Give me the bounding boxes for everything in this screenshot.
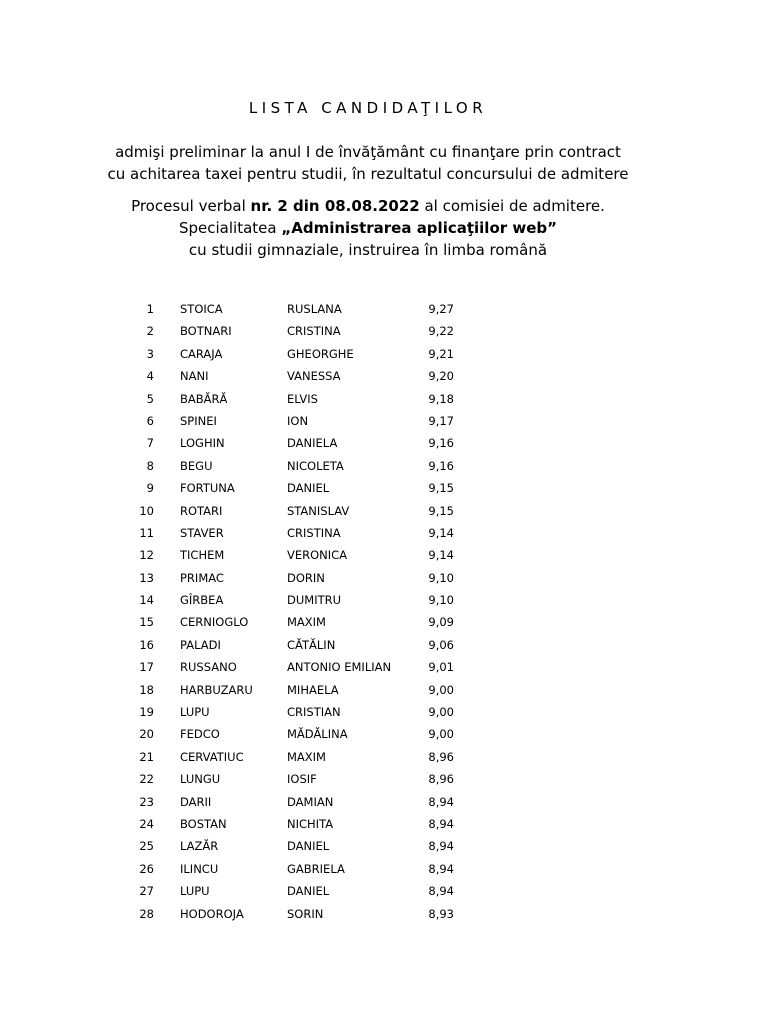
candidate-grade: 9,18 (428, 391, 454, 406)
candidate-row (0, 432, 768, 454)
candidate-row (0, 679, 768, 701)
candidate-first-name: MĂDĂLINA (287, 727, 348, 742)
candidate-grade: 8,94 (428, 884, 454, 899)
candidate-row (0, 567, 768, 589)
candidate-row (0, 791, 768, 813)
candidate-row (0, 365, 768, 387)
candidate-number: 6 (146, 413, 154, 428)
candidate-row (0, 388, 768, 410)
candidate-row (0, 634, 768, 656)
candidate-row (0, 410, 768, 432)
candidate-last-name: GÎRBEA (180, 593, 224, 608)
candidate-last-name: TICHEM (180, 548, 225, 563)
candidate-row (0, 858, 768, 880)
candidate-number: 14 (139, 593, 154, 608)
candidate-first-name: DAMIAN (287, 794, 334, 809)
candidate-number: 21 (139, 749, 154, 764)
candidate-last-name: STAVER (180, 525, 224, 540)
candidate-first-name: CĂTĂLIN (287, 637, 336, 652)
candidate-number: 20 (139, 727, 154, 742)
candidate-grade: 8,94 (428, 794, 454, 809)
candidate-row (0, 522, 768, 544)
candidate-list (0, 298, 768, 925)
admission-details (0, 195, 736, 261)
candidate-number: 1 (146, 302, 154, 316)
candidate-grade: 8,94 (428, 839, 454, 854)
candidate-number: 22 (139, 772, 154, 787)
candidate-last-name: PALADI (180, 637, 221, 652)
candidate-last-name: LUPU (180, 884, 210, 899)
candidate-number: 7 (146, 436, 154, 451)
candidate-first-name: MAXIM (287, 749, 326, 764)
candidate-number: 12 (139, 548, 154, 563)
candidate-grade: 9,00 (428, 682, 454, 697)
candidate-last-name: NANI (180, 369, 209, 384)
candidate-first-name: GHEORGHE (287, 346, 354, 361)
candidate-number: 25 (139, 839, 154, 854)
candidate-grade: 8,94 (428, 861, 454, 876)
candidate-row (0, 880, 768, 902)
candidate-number: 2 (146, 324, 154, 339)
candidate-grade: 9,00 (428, 727, 454, 742)
candidate-row (0, 611, 768, 633)
candidate-first-name: MAXIM (287, 615, 326, 630)
candidate-number: 5 (146, 391, 154, 406)
candidate-first-name: RUSLANA (287, 302, 342, 316)
candidate-grade: 9,20 (428, 369, 454, 384)
candidate-number: 18 (139, 682, 154, 697)
candidate-row (0, 589, 768, 611)
candidate-number: 15 (139, 615, 154, 630)
candidate-number: 19 (139, 705, 154, 720)
candidate-row (0, 835, 768, 857)
candidate-last-name: SPINEI (180, 413, 217, 428)
candidate-grade: 9,14 (428, 548, 454, 563)
candidate-first-name: DUMITRU (287, 593, 342, 608)
studies-line: cu studii gimnaziale, instruirea în limba română (188, 241, 548, 259)
candidate-last-name: RUSSANO (180, 660, 237, 675)
candidate-last-name: LOGHIN (180, 436, 225, 451)
candidate-first-name: DANIELA (287, 436, 338, 451)
candidate-grade: 9,16 (428, 458, 454, 473)
candidate-last-name: ROTARI (180, 503, 223, 518)
candidate-last-name: CARAJA (180, 346, 223, 361)
candidate-first-name: ELVIS (287, 391, 318, 406)
candidate-first-name: SORIN (287, 906, 324, 921)
candidate-row (0, 298, 768, 320)
candidate-last-name: BOTNARI (180, 324, 232, 339)
candidate-first-name: MIHAELA (287, 682, 339, 697)
candidate-first-name: DANIEL (287, 884, 330, 899)
candidate-first-name: NICOLETA (287, 458, 344, 473)
candidate-grade: 9,09 (428, 615, 454, 630)
proces-verbal-number: nr. 2 din 08.08.2022 (250, 197, 420, 215)
candidate-first-name: GABRIELA (287, 861, 345, 876)
candidate-last-name: LUPU (180, 705, 210, 720)
candidate-row (0, 746, 768, 768)
candidate-grade: 9,10 (428, 570, 454, 585)
candidate-row (0, 320, 768, 342)
candidate-number: 4 (146, 369, 154, 384)
subtitle-line-1: admişi preliminar la anul I de învăţământ cu finanţare prin contract (115, 143, 621, 161)
candidate-first-name: IOSIF (287, 772, 317, 787)
candidate-grade: 9,01 (428, 660, 454, 675)
candidate-number: 9 (146, 481, 154, 496)
candidate-number: 27 (139, 884, 154, 899)
candidate-grade: 8,96 (428, 772, 454, 787)
candidate-row (0, 455, 768, 477)
candidate-last-name: HODOROJA (180, 906, 244, 921)
candidate-last-name: STOICA (180, 302, 223, 316)
candidate-first-name: VERONICA (287, 548, 348, 563)
candidate-grade: 9,15 (428, 503, 454, 518)
candidate-number: 24 (139, 816, 154, 831)
candidate-grade: 9,16 (428, 436, 454, 451)
specialty-line: Specialitatea „Administrarea aplicaţiilor web” (179, 219, 557, 237)
candidate-first-name: CRISTINA (287, 525, 341, 540)
candidate-last-name: LAZĂR (180, 839, 219, 854)
candidate-grade: 8,96 (428, 749, 454, 764)
candidate-grade: 8,94 (428, 816, 454, 831)
candidate-number: 16 (139, 637, 154, 652)
candidate-last-name: BOSTAN (180, 816, 227, 831)
candidate-row (0, 903, 768, 925)
candidate-first-name: NICHITA (287, 816, 334, 831)
candidate-last-name: ILINCU (180, 861, 219, 876)
candidate-first-name: CRISTINA (287, 324, 341, 339)
candidate-number: 8 (146, 458, 154, 473)
candidate-first-name: DANIEL (287, 839, 330, 854)
candidate-number: 23 (139, 794, 154, 809)
candidate-number: 26 (139, 861, 154, 876)
candidate-last-name: LUNGU (180, 772, 221, 787)
document-subtitle (0, 141, 736, 185)
candidate-row (0, 813, 768, 835)
candidate-number: 11 (139, 525, 154, 540)
candidate-last-name: CERNIOGLO (180, 615, 249, 630)
candidate-row (0, 477, 768, 499)
candidate-first-name: ION (287, 413, 309, 428)
candidate-first-name: DANIEL (287, 481, 330, 496)
candidate-grade: 9,14 (428, 525, 454, 540)
candidate-number: 10 (139, 503, 154, 518)
candidate-number: 3 (146, 346, 154, 361)
candidate-grade: 9,17 (428, 413, 454, 428)
candidate-last-name: PRIMAC (180, 570, 224, 585)
candidate-grade: 9,22 (428, 324, 454, 339)
candidate-row (0, 701, 768, 723)
candidate-row (0, 656, 768, 678)
candidate-grade: 9,15 (428, 481, 454, 496)
candidate-grade: 9,21 (428, 346, 454, 361)
candidate-grade: 9,06 (428, 637, 454, 652)
specialty-name: „Administrarea aplicaţiilor web” (281, 219, 557, 237)
candidate-row (0, 343, 768, 365)
candidate-row (0, 500, 768, 522)
document-title: LISTA CANDIDAŢILOR (248, 99, 488, 117)
candidate-number: 13 (139, 570, 154, 585)
candidate-grade: 8,93 (428, 906, 454, 921)
candidate-first-name: CRISTIAN (287, 705, 341, 720)
candidate-row (0, 544, 768, 566)
candidate-number: 17 (139, 660, 154, 675)
candidate-first-name: DORIN (287, 570, 325, 585)
candidate-last-name: FORTUNA (180, 481, 235, 496)
candidate-last-name: HARBUZARU (180, 682, 253, 697)
candidate-first-name: STANISLAV (287, 503, 350, 518)
candidate-last-name: BABĂRĂ (180, 391, 228, 406)
candidate-row (0, 768, 768, 790)
candidate-last-name: CERVATIUC (180, 749, 244, 764)
candidate-last-name: DARII (180, 794, 212, 809)
candidate-row (0, 723, 768, 745)
candidate-grade: 9,10 (428, 593, 454, 608)
proces-verbal-line: Procesul verbal nr. 2 din 08.08.2022 al comisiei de admitere. (131, 197, 605, 215)
candidate-last-name: BEGU (180, 458, 213, 473)
subtitle-line-2: cu achitarea taxei pentru studii, în rezultatul concursului de admitere (107, 165, 629, 183)
candidate-grade: 9,27 (428, 302, 454, 316)
candidate-number: 28 (139, 906, 154, 921)
candidate-last-name: FEDCO (180, 727, 220, 742)
candidate-grade: 9,00 (428, 705, 454, 720)
candidate-first-name: ANTONIO EMILIAN (287, 660, 392, 675)
candidate-first-name: VANESSA (287, 369, 341, 384)
